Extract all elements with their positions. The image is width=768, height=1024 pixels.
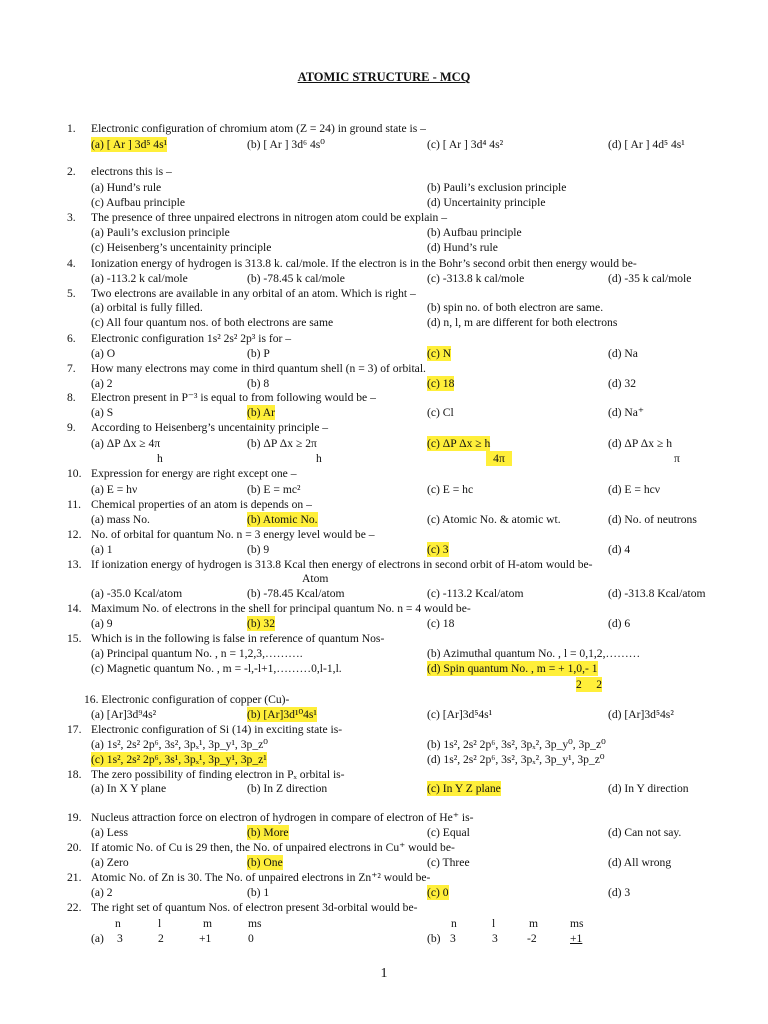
option-d: (d) All wrong	[608, 856, 672, 869]
option-b: (b) spin no. of both electron are same.	[427, 301, 604, 314]
value-n: 3	[117, 932, 123, 945]
value-l: 3	[492, 932, 498, 945]
question-number: 3.	[67, 211, 76, 224]
question-19	[0, 810, 768, 825]
question-12	[0, 527, 768, 542]
option-d: (d) 1s², 2s² 2p⁶, 3s², 3pₓ², 3p_y¹, 3p_z⁰	[427, 753, 605, 766]
question-number: 9.	[67, 421, 76, 434]
question-text: Which is in the following is false in reference of quantum Nos-	[91, 632, 385, 645]
question-text: Electronic configuration 1s² 2s² 2p³ is for –	[91, 332, 292, 345]
question-number: 16.	[84, 693, 99, 706]
option-b: (b) [Ar]3d¹⁰4s¹	[247, 708, 317, 721]
option-a: (a) [ Ar ] 3d⁵ 4s¹	[91, 138, 168, 151]
option-c: (c) Magnetic quantum No. , m = -l,-l+1,………0,l-1,l.	[91, 662, 342, 675]
option-a: (a) 2	[91, 886, 113, 899]
option-d: (d) -313.8 Kcal/atom	[608, 587, 706, 600]
option-b: (b) Atomic No.	[247, 513, 318, 526]
question-1	[0, 121, 768, 136]
question-number: 11.	[67, 498, 82, 511]
option-b: (b) Pauli’s exclusion principle	[427, 181, 567, 194]
option-d: (d) ΔP Δx ≥ h	[608, 437, 672, 450]
option-b: (b) More	[247, 826, 289, 839]
question-6	[0, 331, 768, 346]
option-b: (b) [ Ar ] 3d⁶ 4s⁰	[247, 138, 325, 151]
option-a: (a) -113.2 k cal/mole	[91, 272, 188, 285]
option-d: (d) Na	[608, 347, 638, 360]
question-number: 19.	[67, 811, 82, 824]
question-text: Electron present in P⁻³ is equal to from following would be –	[91, 391, 376, 404]
option-c: (c) N	[427, 347, 452, 360]
option-b: (b) Ar	[247, 406, 276, 419]
option-c: (c) -113.2 Kcal/atom	[427, 587, 524, 600]
option-b: (b)	[427, 932, 441, 945]
option-d-denominator: π	[674, 452, 680, 465]
option-a: (a)	[91, 932, 104, 945]
option-a: (a) In X Y plane	[91, 782, 167, 795]
option-c: (c) 18	[427, 617, 455, 630]
option-c: (c) In Y Z plane	[427, 782, 501, 795]
question-text: The zero possibility of finding electron in Pₓ orbital is-	[91, 768, 345, 781]
question-3	[0, 210, 768, 225]
question-10	[0, 466, 768, 481]
option-b: (b) E = mc²	[247, 483, 301, 496]
question-number: 13.	[67, 558, 82, 571]
question-text: How many electrons may come in third quantum shell (n = 3) of orbital.	[91, 362, 426, 375]
unit-label: Atom	[302, 572, 329, 585]
option-c: (c) Equal	[427, 826, 470, 839]
question-text: The right set of quantum Nos. of electron present 3d-orbital would be-	[91, 901, 418, 914]
value-ms: +1	[570, 932, 583, 945]
option-d: (d) E = hcν	[608, 483, 661, 496]
option-c: (c) E = hc	[427, 483, 474, 496]
question-number: 22.	[67, 901, 82, 914]
question-number: 15.	[67, 632, 82, 645]
question-text: Chemical properties of an atom is depends on –	[91, 498, 312, 511]
option-b: (b) ΔP Δx ≥ 2π	[247, 437, 317, 450]
question-number: 7.	[67, 362, 76, 375]
option-d: (d) Hund’s rule	[427, 241, 498, 254]
option-a: (a) Zero	[91, 856, 129, 869]
question-number: 12.	[67, 528, 82, 541]
header-m: m	[529, 917, 539, 930]
question-15	[0, 631, 768, 646]
option-c-denominator: 4π	[486, 451, 512, 466]
option-c: (c) 18	[427, 377, 455, 390]
question-text: electrons this is –	[91, 165, 172, 178]
option-a: (a) Less	[91, 826, 129, 839]
question-text: Nucleus attraction force on electron of hydrogen in compare of electron of He⁺ is-	[91, 811, 474, 824]
question-number: 17.	[67, 723, 82, 736]
question-number: 2.	[67, 165, 76, 178]
question-text: According to Heisenberg’s uncentainity principle –	[91, 421, 329, 434]
question-number: 6.	[67, 332, 76, 345]
option-c: (c) Cl	[427, 406, 454, 419]
question-text: Atomic No. of Zn is 30. The No. of unpaired electrons in Zn⁺² would be-	[91, 871, 431, 884]
option-b: (b) 1s², 2s² 2p⁶, 3s², 3pₓ², 3p_y⁰, 3p_z⁰	[427, 738, 606, 751]
question-text: Electronic configuration of Si (14) in exciting state is-	[91, 723, 343, 736]
option-a: (a) 1s², 2s² 2p⁶, 3s², 3pₓ¹, 3p_y¹, 3p_z⁰	[91, 738, 268, 751]
question-number: 21.	[67, 871, 82, 884]
question-number: 18.	[67, 768, 82, 781]
option-b: (b) -78.45 Kcal/atom	[247, 587, 345, 600]
question-text: The presence of three unpaired electrons in nitrogen atom could be explain –	[91, 211, 448, 224]
option-c: (c) All four quantum nos. of both electrons are same	[91, 316, 334, 329]
option-c: (c) Atomic No. & atomic wt.	[427, 513, 561, 526]
question-number: 10.	[67, 467, 82, 480]
option-b: (b) 8	[247, 377, 270, 390]
option-c: (c) Heisenberg’s uncentainity principle	[91, 241, 272, 254]
question-text: No. of orbital for quantum No. n = 3 energy level would be –	[91, 528, 375, 541]
question-5	[0, 286, 768, 301]
value-m: +1	[199, 932, 212, 945]
option-b-denominator: h	[316, 452, 322, 465]
option-b: (b) One	[247, 856, 283, 869]
option-d: (d) In Y direction	[608, 782, 689, 795]
header-l: l	[492, 917, 496, 930]
option-a: (a) 9	[91, 617, 113, 630]
option-a: (a) S	[91, 406, 114, 419]
question-22	[0, 900, 768, 915]
value-l: 2	[158, 932, 164, 945]
page-number: 1	[380, 966, 388, 981]
option-b: (b) Aufbau principle	[427, 226, 522, 239]
option-a: (a) Pauli’s exclusion principle	[91, 226, 230, 239]
question-9	[0, 420, 768, 435]
option-b: (b) Azimuthal quantum No. , l = 0,1,2,………	[427, 647, 641, 660]
option-a: (a) mass No.	[91, 513, 150, 526]
value-n: 3	[450, 932, 456, 945]
option-a: (a) O	[91, 347, 116, 360]
option-b: (b) -78.45 k cal/mole	[247, 272, 345, 285]
option-d: (d) 3	[608, 886, 631, 899]
option-d: (d) Spin quantum No. , m = + 1,0,- 1	[427, 662, 598, 675]
option-a: (a) E = hν	[91, 483, 138, 496]
question-number: 1.	[67, 122, 76, 135]
option-d: (d) [Ar]3d⁵4s²	[608, 708, 674, 721]
option-b: (b) 1	[247, 886, 270, 899]
question-number: 8.	[67, 391, 76, 404]
question-16	[84, 692, 289, 707]
option-a: (a) [Ar]3d⁹4s²	[91, 708, 157, 721]
option-c: (c) 3	[427, 543, 449, 556]
question-text: If atomic No. of Cu is 29 then, the No. of unpaired electrons in Cu⁺ would be-	[91, 841, 455, 854]
header-n: n	[451, 917, 457, 930]
option-c: (c) ΔP Δx ≥ h	[427, 437, 491, 450]
header-n: n	[115, 917, 121, 930]
question-20	[0, 840, 768, 855]
option-c: (c) Three	[427, 856, 470, 869]
option-b: (b) P	[247, 347, 270, 360]
option-c: (c) Aufbau principle	[91, 196, 186, 209]
header-l: l	[158, 917, 162, 930]
header-ms: ms	[570, 917, 584, 930]
question-21	[0, 870, 768, 885]
option-c: (c) 0	[427, 886, 449, 899]
question-text: Expression for energy are right except one –	[91, 467, 297, 480]
option-c: (c) [Ar]3d⁵4s¹	[427, 708, 493, 721]
option-a: (a) ΔP Δx ≥ 4π	[91, 437, 161, 450]
option-d: (d) Uncertainity principle	[427, 196, 546, 209]
question-number: 4.	[67, 257, 76, 270]
question-13	[0, 557, 768, 572]
question-2	[0, 164, 768, 179]
option-b: (b) In Z direction	[247, 782, 328, 795]
value-m: -2	[527, 932, 537, 945]
option-c: (c) [ Ar ] 3d⁴ 4s²	[427, 138, 504, 151]
question-11	[0, 497, 768, 512]
option-b: (b) 32	[247, 617, 276, 630]
question-text: Two electrons are available in any orbital of an atom. Which is right –	[91, 287, 416, 300]
question-18	[0, 767, 768, 782]
option-d: (d) 6	[608, 617, 631, 630]
option-a: (a) -35.0 Kcal/atom	[91, 587, 183, 600]
value-ms: 0	[248, 932, 254, 945]
option-a: (a) Principal quantum No. , n = 1,2,3,……….	[91, 647, 303, 660]
question-8	[0, 390, 768, 405]
option-d-denominator: 2 2	[576, 678, 603, 691]
option-a: (a) 1	[91, 543, 113, 556]
question-4	[0, 256, 768, 271]
option-a: (a) Hund’s rule	[91, 181, 162, 194]
option-d: (d) Can not say.	[608, 826, 682, 839]
question-text: Electronic configuration of chromium atom (Z = 24) in ground state is –	[91, 122, 426, 135]
option-a: (a) 2	[91, 377, 113, 390]
option-c: (c) -313.8 k cal/mole	[427, 272, 525, 285]
question-14	[0, 601, 768, 616]
option-a-denominator: h	[157, 452, 163, 465]
page-title: ATOMIC STRUCTURE - MCQ	[297, 70, 471, 84]
question-number: 14.	[67, 602, 82, 615]
option-d: (d) No. of neutrons	[608, 513, 697, 526]
header-m: m	[203, 917, 213, 930]
option-d: (d) [ Ar ] 4d⁵ 4s¹	[608, 138, 685, 151]
option-b: (b) 9	[247, 543, 270, 556]
option-d: (d) n, l, m are different for both electrons	[427, 316, 618, 329]
option-d: (d) 32	[608, 377, 637, 390]
header-ms: ms	[248, 917, 262, 930]
question-text: Maximum No. of electrons in the shell for principal quantum No. n = 4 would be-	[91, 602, 471, 615]
option-d: (d) -35 k cal/mole	[608, 272, 692, 285]
option-c: (c) 1s², 2s² 2p⁶, 3s¹, 3pₓ¹, 3p_y¹, 3p_z¹	[91, 753, 267, 766]
question-text: Ionization energy of hydrogen is 313.8 k. cal/mole. If the electron is in the Bohr’s second orbit then energy would be-	[91, 257, 637, 270]
question-number: 5.	[67, 287, 76, 300]
question-number: 20.	[67, 841, 82, 854]
option-d: (d) Na⁺	[608, 406, 645, 419]
question-17	[0, 722, 768, 737]
option-a: (a) orbital is fully filled.	[91, 301, 203, 314]
option-d: (d) 4	[608, 543, 631, 556]
question-7	[0, 361, 768, 376]
question-text: If ionization energy of hydrogen is 313.8 Kcal then energy of electrons in second orbit of H-atom would be-	[91, 558, 593, 571]
question-text: Electronic configuration of copper (Cu)-	[101, 693, 290, 706]
